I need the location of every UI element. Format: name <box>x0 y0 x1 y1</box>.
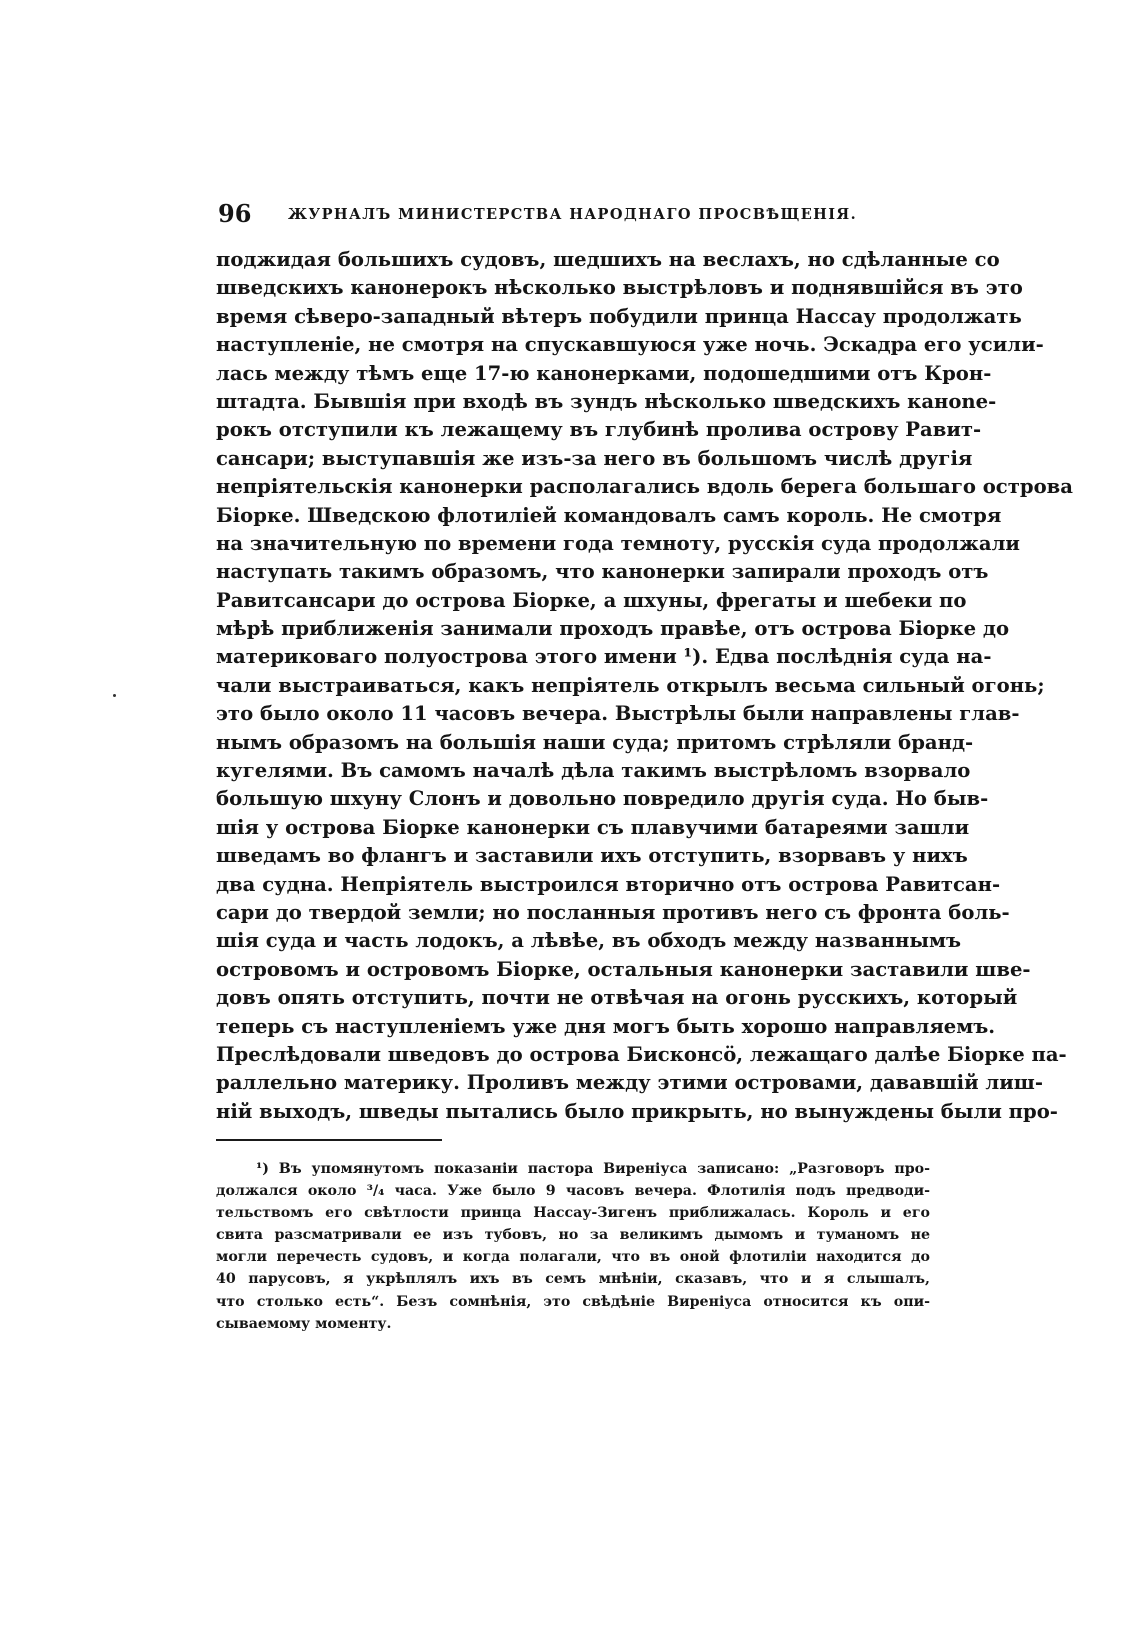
text-line: Біорке. Шведскою флотиліей командовалъ самъ король. Не смотря <box>216 503 1002 527</box>
text-line: Равитсансари до острова Біорке, а шхуны, фрегаты и шебеки по <box>216 588 967 612</box>
text-line: островомъ и островомъ Біорке, остальныя канонерки заставили шве- <box>216 957 1031 981</box>
text-line: кугелями. Въ самомъ началѣ дѣла такимъ выстрѣломъ взорвало <box>216 759 971 783</box>
text-line: время сѣверо-западный вѣтеръ побудили принца Нассау продолжать <box>216 304 1022 328</box>
main-text <box>216 246 1073 1126</box>
text-line: ній выходъ, шведы пытались было прикрыть, но вынуждены были про- <box>216 1099 1058 1123</box>
text-line: довъ опять отступить, почти не отвѣчая на огонь русскихъ, который <box>216 986 1018 1010</box>
text-line: нымъ образомъ на большія наши суда; притомъ стрѣляли бранд- <box>216 730 974 754</box>
footnote <box>216 1158 930 1335</box>
text-line: мѣрѣ приближенія занимали проходъ правѣе, отъ острова Біорке до <box>216 617 1010 641</box>
text-line: шія суда и часть лодокъ, а лѣвѣе, въ обходъ между названнымъ <box>216 929 962 953</box>
text-line: сансари; выступавшія же изъ-за него въ большомъ числѣ другія <box>216 446 973 470</box>
text-line: большую шхуну Слонъ и довольно повредило другія суда. Но быв- <box>216 787 989 811</box>
text-line: штадта. Бывшія при входѣ въ зундъ нѣсколько шведскихъ канone- <box>216 389 997 413</box>
text-line: шведамъ во флангъ и заставили ихъ отступить, взорвавъ у нихъ <box>216 844 968 868</box>
text-line: непріятельскія канонерки располагались вдоль берега большаго острова <box>216 475 1073 499</box>
scan-speck <box>113 694 116 697</box>
footnote-line: могли перечесть судовъ, и когда полагали, что въ оной флотиліи находится до <box>216 1249 930 1266</box>
text-line: два судна. Непріятель выстроился вторично отъ острова Равитсан- <box>216 872 1001 896</box>
text-line: теперь съ наступленіемъ уже дня могъ быть хорошо направляемъ. <box>216 1014 996 1038</box>
footnote-line: тельствомъ его свѣтлости принца Нассау-Зигенъ приближалась. Король и его <box>216 1205 930 1222</box>
text-line: материковаго полуострова этого имени ¹). Едва послѣднія суда на- <box>216 645 992 669</box>
text-line: наступленіе, не смотря на спускавшуюся уже ночь. Эскадра его усили- <box>216 333 1044 357</box>
footnote-line: что столько есть“. Безъ сомнѣнія, это свѣдѣніе Виреніуса относится къ опи- <box>216 1293 930 1310</box>
page-number: 96 <box>218 199 252 228</box>
footnote-line: 40 парусовъ, я укрѣплялъ ихъ въ семъ мнѣніи, сказавъ, что и я слышалъ, <box>216 1271 930 1288</box>
text-line: раллельно материку. Проливъ между этими островами, дававшій лиш- <box>216 1071 1043 1095</box>
footnote-line: должался около ³/₄ часа. Уже было 9 часовъ вечера. Флотилія подъ предводи- <box>216 1183 930 1200</box>
text-line: рокъ отступили къ лежащему въ глубинѣ пролива острову Равит- <box>216 418 982 442</box>
running-head <box>218 196 930 232</box>
footnote-divider <box>216 1139 442 1141</box>
text-line: поджидая большихъ судовъ, шедшихъ на веслахъ, но сдѣланные со <box>216 248 1000 271</box>
journal-title: ЖУРНАЛЪ МИНИСТЕРСТВА НАРОДНАГО ПРОСВѢЩЕНІЯ. <box>288 206 858 223</box>
footnote-line: сываемому моменту. <box>216 1315 392 1332</box>
text-line: наступать такимъ образомъ, что канонерки запирали проходъ отъ <box>216 560 989 584</box>
footnote-line: ¹) Въ упомянутомъ показаніи пастора Виреніуса записано: „Разговоръ про- <box>256 1161 930 1177</box>
text-line: на значительную по времени года темноту, русскія суда продолжали <box>216 531 1020 555</box>
text-line: шія у острова Біорке канонерки съ плавучими батареями зашли <box>216 815 970 839</box>
footnote-line: свита разсматривали ее изъ тубовъ, но за великимъ дымомъ и туманомъ не <box>216 1227 930 1244</box>
text-line: чали выстраиваться, какъ непріятель открылъ весьма сильный огонь; <box>216 673 1045 697</box>
text-line: шведскихъ канонерокъ нѣсколько выстрѣловъ и поднявшійся въ это <box>216 276 1023 300</box>
text-line: это было около 11 часовъ вечера. Выстрѣлы были направлены глав- <box>216 702 1020 726</box>
text-line: Преслѣдовали шведовъ до острова Бисконсö, лежащаго далѣе Біорке па- <box>216 1042 1067 1066</box>
text-line: сари до твердой земли; но посланныя противъ него съ фронта боль- <box>216 900 1010 924</box>
text-line: лась между тѣмъ еще 17-ю канонерками, подошедшими отъ Крон- <box>216 361 992 385</box>
